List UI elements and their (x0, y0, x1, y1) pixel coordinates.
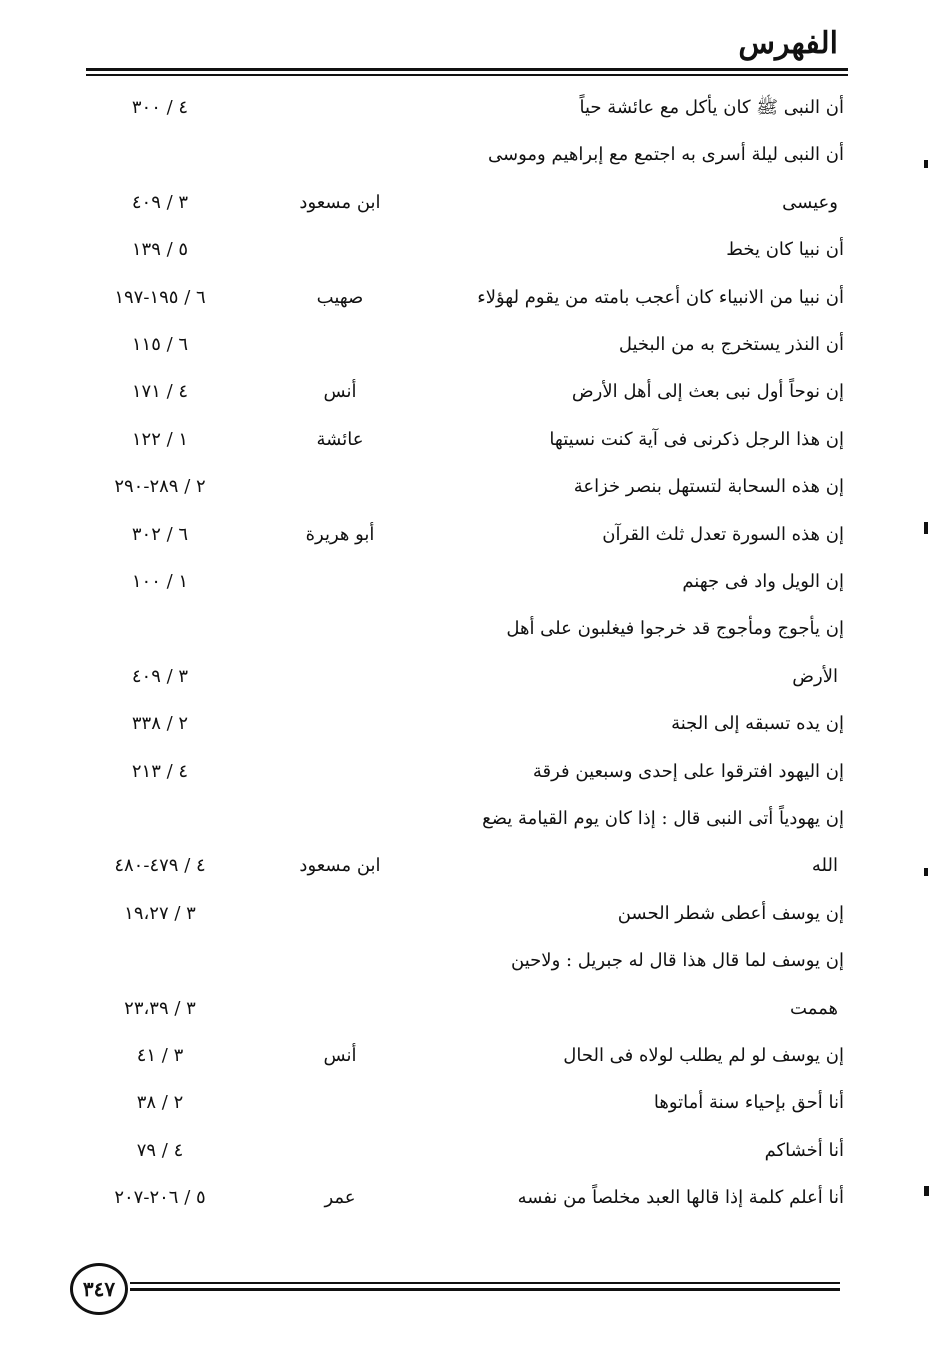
index-entry-row (0, 752, 930, 792)
index-entry-row (0, 799, 930, 839)
volume-page-ref: ٦ / ١٩٥-١٩٧ (114, 286, 206, 308)
footer-rule-thick (130, 1288, 840, 1291)
volume-page-ref: ٣ / ٤٠٩ (131, 665, 189, 687)
volume-page-ref: ١ / ١٢٢ (131, 428, 189, 450)
volume-page-ref: ٥ / ١٣٩ (131, 239, 189, 261)
index-entry-row (0, 325, 930, 365)
hadith-text: أنا أحق بإحياء سنة أماتوها (653, 1092, 844, 1114)
hadith-text: أن النبى ﷺ كان يأكل مع عائشة حياً (579, 97, 844, 118)
hadith-text: أن النبى ليلة أسرى به اجتمع مع إبراهيم وموسى (488, 144, 844, 166)
index-entry-row (0, 562, 930, 602)
volume-page-ref: ٤ / ٧٩ (136, 1139, 184, 1161)
index-entry-row (0, 609, 930, 649)
volume-page-ref: ٤ / ٢١٣ (131, 760, 189, 782)
index-entry-row (0, 989, 930, 1029)
index-entry-row (0, 135, 930, 175)
index-entry-row (0, 657, 930, 697)
volume-page-ref: ٦ / ١١٥ (131, 334, 189, 355)
hadith-text: أن نبيا كان يخط (726, 239, 844, 261)
index-entry-row (0, 1131, 930, 1171)
index-entry-row (0, 1083, 930, 1123)
volume-page-ref: ١ / ١٠٠ (131, 571, 189, 592)
hadith-text: إن يوسف لما قال هذا قال له جبريل : ولاحين (511, 950, 844, 972)
volume-page-ref: ٤ / ١٧١ (131, 381, 189, 403)
narrator: ابن مسعود (299, 191, 381, 213)
volume-page-ref: ٣ / ٢٣،٣٩ (124, 997, 196, 1019)
narrator: أبو هريرة (305, 523, 375, 545)
scan-speck (924, 160, 928, 168)
volume-page-ref: ٢ / ٣٣٨ (131, 713, 189, 735)
index-entry-row (0, 372, 930, 412)
index-entry-row (0, 88, 930, 128)
volume-page-ref: ٣ / ١٩،٢٧ (124, 902, 196, 924)
page-title: الفهرس (738, 26, 838, 61)
page-number: ٣٤٧ (70, 1263, 128, 1315)
index-entry-row (0, 894, 930, 934)
volume-page-ref: ٥ / ٢٠٦-٢٠٧ (114, 1187, 206, 1209)
scan-speck (924, 1186, 929, 1196)
hadith-text: إن نوحاً أول نبى بعث إلى أهل الأرض (571, 381, 844, 403)
hadith-text: إن يوسف أعطى شطر الحسن (617, 902, 844, 924)
narrator: أنس (323, 381, 357, 403)
narrator: أنس (323, 1045, 357, 1066)
narrator: ابن مسعود (299, 855, 381, 877)
hadith-text: إن يده تسبقه إلى الجنة (671, 713, 844, 735)
index-entry-row (0, 515, 930, 555)
hadith-text: هممت (790, 997, 838, 1019)
narrator: عمر (324, 1187, 356, 1209)
hadith-text: الأرض (792, 665, 838, 687)
hadith-text: أنا أخشاكم (764, 1139, 844, 1161)
index-entry-row (0, 278, 930, 318)
narrator: عائشة (316, 428, 364, 450)
hadith-text: إن الويل واد فى جهنم (682, 571, 844, 592)
volume-page-ref: ٦ / ٣٠٢ (131, 523, 189, 545)
hadith-text: الله (811, 855, 838, 877)
footer-rule-thin (130, 1282, 840, 1284)
hadith-text: إن هذه السورة تعدل ثلث القرآن (602, 523, 844, 545)
index-entry-row (0, 704, 930, 744)
index-entry-row (0, 941, 930, 981)
volume-page-ref: ٤ / ٣٠٠ (131, 97, 189, 118)
hadith-text: إن يهودياً أتى النبى قال : إذا كان يوم القيامة يضع (482, 808, 844, 829)
index-entry-row (0, 1178, 930, 1218)
index-entry-row (0, 183, 930, 223)
volume-page-ref: ٣ / ٤١ (136, 1045, 184, 1066)
hadith-text: إن هذه السحابة لتستهل بنصر خزاعة (573, 476, 844, 498)
index-entry-row (0, 846, 930, 886)
hadith-text: إن اليهود افترقوا على إحدى وسبعين فرقة (532, 760, 844, 782)
hadith-text: أن النذر يستخرج به من البخيل (618, 334, 844, 355)
volume-page-ref: ٤ / ٤٧٩-٤٨٠ (114, 855, 206, 877)
hadith-text: إن يوسف لو لم يطلب لولاه فى الحال (563, 1045, 844, 1066)
index-entry-row (0, 1036, 930, 1076)
index-entry-row (0, 230, 930, 270)
scan-speck (924, 868, 928, 876)
narrator: صهيب (316, 286, 364, 308)
hadith-text: وعيسى (782, 191, 838, 213)
hadith-text: أنا أعلم كلمة إذا قالها العبد مخلصاً من نفسه (517, 1187, 844, 1209)
hadith-text: إن هذا الرجل ذكرنى فى آية كنت نسيتها (549, 428, 844, 450)
scan-speck (924, 522, 928, 534)
index-entry-row (0, 467, 930, 507)
volume-page-ref: ٢ / ٣٨ (136, 1092, 184, 1114)
volume-page-ref: ٣ / ٤٠٩ (131, 191, 189, 213)
hadith-text: إن يأجوج ومأجوج قد خرجوا فيغلبون على أهل (506, 618, 844, 640)
hadith-text: أن نبيا من الانبياء كان أعجب بامته من يقوم لهؤلاء (477, 286, 844, 308)
index-entry-row (0, 420, 930, 460)
volume-page-ref: ٢ / ٢٨٩-٢٩٠ (114, 476, 206, 498)
